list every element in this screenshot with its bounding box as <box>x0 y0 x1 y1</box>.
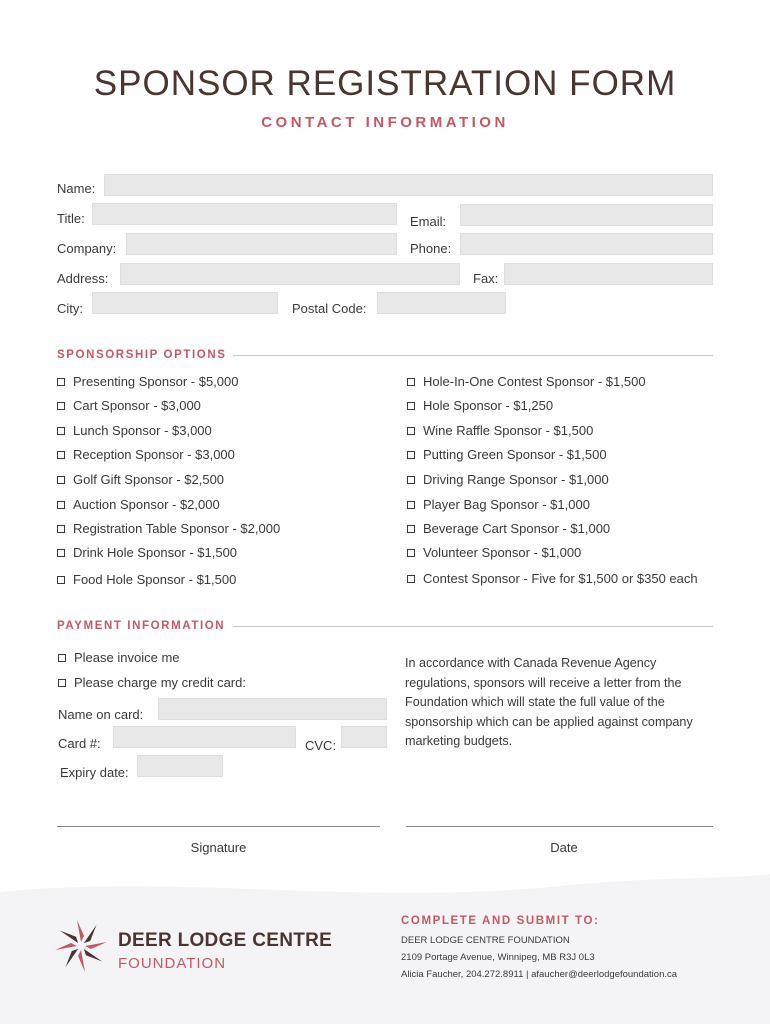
tax-receipt-notice: In accordance with Canada Revenue Agency regulations, sponsors will receive a letter from the Foundation which will state the full value of the sponsorship which can be applied against company marketing budgets. <box>405 656 693 748</box>
checkbox[interactable] <box>407 501 415 509</box>
sponsorship-option[interactable] <box>57 423 212 438</box>
sponsorship-option-label: Lunch Sponsor - $3,000 <box>73 423 212 438</box>
sponsorship-option[interactable] <box>407 521 610 536</box>
card-number-field[interactable] <box>113 726 296 748</box>
checkbox[interactable] <box>407 476 415 484</box>
checkbox[interactable] <box>57 378 65 386</box>
address-label: Address: <box>57 271 109 286</box>
checkbox[interactable] <box>407 549 415 557</box>
company-field[interactable] <box>126 233 397 255</box>
checkbox[interactable] <box>407 427 415 435</box>
checkbox[interactable] <box>407 575 415 583</box>
name-on-card-label: Name on card: <box>58 707 144 722</box>
submit-org: DEER LODGE CENTRE FOUNDATION <box>401 935 570 946</box>
sponsorship-option-label: Registration Table Sponsor - $2,000 <box>73 521 281 536</box>
phone-field[interactable] <box>460 233 713 255</box>
footer-background <box>0 870 770 1024</box>
date-label: Date <box>550 840 578 855</box>
sponsorship-option[interactable] <box>57 572 236 587</box>
sponsorship-option-label: Food Hole Sponsor - $1,500 <box>73 572 237 587</box>
sponsorship-option-label: Reception Sponsor - $3,000 <box>73 447 235 462</box>
fax-field[interactable] <box>504 263 713 285</box>
payment-section-heading: PAYMENT INFORMATION <box>57 620 226 632</box>
submit-address: 2109 Portage Avenue, Winnipeg, MB R3J 0L3 <box>401 952 595 963</box>
sponsorship-option[interactable] <box>407 571 698 586</box>
section-divider <box>233 626 713 627</box>
phone-label: Phone: <box>410 241 452 256</box>
sponsorship-option-label: Presenting Sponsor - $5,000 <box>73 374 239 389</box>
sponsorship-option-label: Player Bag Sponsor - $1,000 <box>423 497 590 512</box>
sponsorship-option-label: Auction Sponsor - $2,000 <box>73 497 220 512</box>
signature-label: Signature <box>190 840 247 855</box>
sponsorship-section-heading: SPONSORSHIP OPTIONS <box>57 349 227 361</box>
invoice-label: Please invoice me <box>74 650 180 665</box>
sponsorship-option[interactable] <box>57 374 239 389</box>
submit-contact: Alicia Faucher, 204.272.8911 | afaucher@deerlodgefoundation.ca <box>401 969 678 980</box>
name-field[interactable] <box>104 174 713 196</box>
checkbox[interactable] <box>57 501 65 509</box>
sponsorship-option-label: Wine Raffle Sponsor - $1,500 <box>423 423 594 438</box>
sponsorship-option[interactable] <box>407 447 607 462</box>
sponsorship-option-label: Hole Sponsor - $1,250 <box>423 398 554 413</box>
signature-line[interactable] <box>57 826 380 827</box>
checkbox[interactable] <box>57 427 65 435</box>
title-label: Title: <box>57 211 85 226</box>
org-name: DEER LODGE CENTRE <box>118 930 333 951</box>
sponsorship-option-label: Putting Green Sponsor - $1,500 <box>423 447 607 462</box>
checkbox[interactable] <box>57 451 65 459</box>
email-field[interactable] <box>460 204 713 226</box>
city-label: City: <box>57 301 83 316</box>
sponsorship-option-label: Contest Sponsor - Five for $1,500 or $350 each <box>423 571 698 586</box>
page-title: SPONSOR REGISTRATION FORM <box>93 64 677 103</box>
fax-label: Fax: <box>473 271 499 286</box>
company-label: Company: <box>57 241 117 256</box>
sponsorship-option-label: Beverage Cart Sponsor - $1,000 <box>423 521 611 536</box>
invoice-option[interactable] <box>58 650 180 665</box>
checkbox[interactable] <box>407 402 415 410</box>
cvc-field[interactable] <box>341 726 387 748</box>
checkbox[interactable] <box>57 576 65 584</box>
checkbox[interactable] <box>57 525 65 533</box>
title-field[interactable] <box>92 203 397 225</box>
expiry-date-label: Expiry date: <box>60 765 129 780</box>
checkbox[interactable] <box>407 378 415 386</box>
sponsorship-option[interactable] <box>57 447 235 462</box>
sponsorship-option-label: Driving Range Sponsor - $1,000 <box>423 472 609 487</box>
sponsorship-option[interactable] <box>407 374 646 389</box>
sponsorship-option[interactable] <box>407 423 593 438</box>
sponsorship-option-label: Volunteer Sponsor - $1,000 <box>423 545 582 560</box>
email-label: Email: <box>410 214 447 229</box>
contact-section-heading: CONTACT INFORMATION <box>261 114 509 131</box>
sponsorship-option-label: Hole-In-One Contest Sponsor - $1,500 <box>423 374 646 389</box>
org-subname: FOUNDATION <box>118 955 227 972</box>
cvc-label: CVC: <box>305 738 337 753</box>
sponsorship-option[interactable] <box>57 497 220 512</box>
name-on-card-field[interactable] <box>158 698 387 720</box>
card-number-label: Card #: <box>58 736 101 751</box>
submit-heading: COMPLETE AND SUBMIT TO: <box>401 915 600 927</box>
sponsorship-option[interactable] <box>57 472 224 487</box>
checkbox[interactable] <box>57 549 65 557</box>
checkbox[interactable] <box>57 402 65 410</box>
city-field[interactable] <box>92 292 278 314</box>
name-label: Name: <box>57 181 96 196</box>
postal-code-field[interactable] <box>377 292 506 314</box>
sponsorship-option[interactable] <box>407 472 609 487</box>
checkbox[interactable] <box>58 679 66 687</box>
date-line[interactable] <box>406 826 713 827</box>
section-divider <box>233 355 713 356</box>
expiry-date-field[interactable] <box>137 755 223 777</box>
sponsorship-option[interactable] <box>407 497 590 512</box>
sponsorship-option-label: Cart Sponsor - $3,000 <box>73 398 201 413</box>
sponsorship-option[interactable] <box>407 545 581 560</box>
sponsorship-option[interactable] <box>57 545 237 560</box>
address-field[interactable] <box>120 263 460 285</box>
sponsorship-option[interactable] <box>57 398 201 413</box>
sponsorship-option-label: Golf Gift Sponsor - $2,500 <box>73 472 225 487</box>
checkbox[interactable] <box>407 451 415 459</box>
checkbox[interactable] <box>57 476 65 484</box>
credit-card-option[interactable] <box>58 675 246 690</box>
postal-code-label: Postal Code: <box>292 301 367 316</box>
checkbox[interactable] <box>58 654 66 662</box>
sponsorship-option-label: Drink Hole Sponsor - $1,500 <box>73 545 238 560</box>
credit-card-label: Please charge my credit card: <box>74 675 246 690</box>
sponsorship-option[interactable] <box>57 521 280 536</box>
sponsorship-option[interactable] <box>407 398 553 413</box>
checkbox[interactable] <box>407 525 415 533</box>
foundation-logo-icon <box>52 917 110 975</box>
